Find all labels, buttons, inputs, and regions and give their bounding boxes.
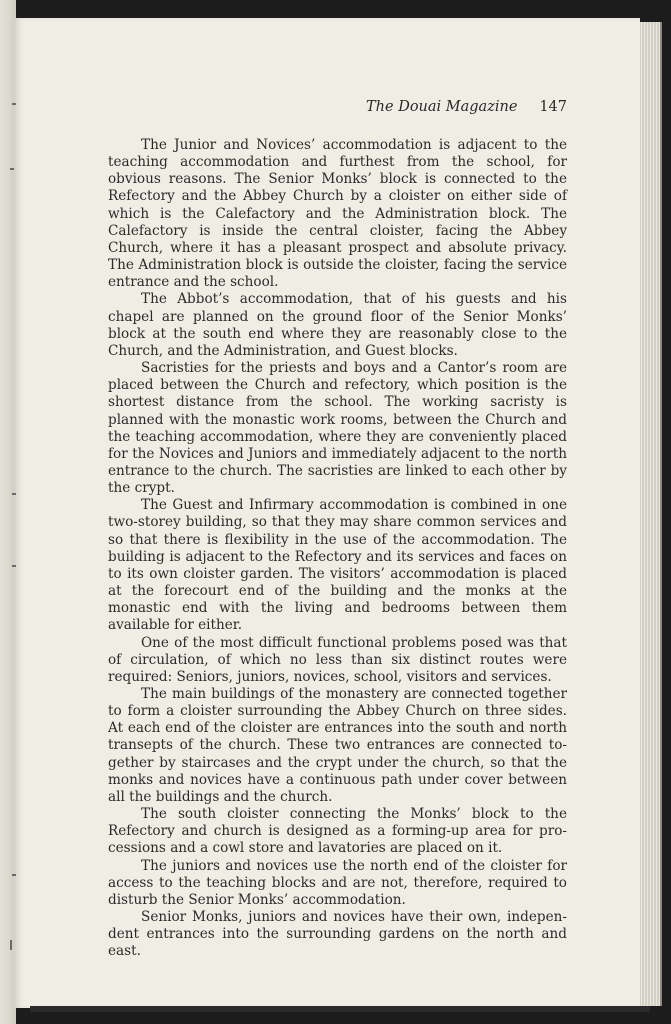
paragraph: Sacristies for the priests and boys and a Cantor’s room are placed between the Church and refectory, which position is the shortest distance from the school. The working sacristy is planned with the monastic work rooms, between the Church and the teaching accommodation, where they are conveniently placed for the Novices and Juniors and immediately adjacent to the north entrance to the church. The sacristies are linked to each other by the crypt. — [108, 360, 567, 497]
margin-mark — [12, 493, 16, 495]
paragraph: The south cloister connecting the Monks’ block to the Refectory and church is designed as a forming-up area for processions and a cowl store and lavatories are placed on it. — [108, 806, 567, 857]
paragraph: The Guest and Infirmary accommodation is combined in one two-storey building, so that they may share common services and so that there is flexibility in the use of the accommodation. The building is adjacent to the Refectory and its services and faces on to its own cloister garden. The visitors’ accommodation is placed at the forecourt end of the building and the monks at the monastic end with the living and bedrooms between them available for either. — [108, 497, 567, 634]
paragraph: Senior Monks, juniors and novices have their own, independent entrances into the surrounding gardens on the north and east. — [108, 909, 567, 960]
margin-mark — [12, 103, 16, 105]
paragraph: The juniors and novices use the north end of the cloister for access to the teaching blocks and are not, therefore, required to disturb the Senior Monks’ accommodation. — [108, 857, 567, 908]
paragraph: The Abbot’s accommodation, that of his guests and his chapel are planned on the ground floor of the Senior Monks’ block at the south end where they are reasonably close to the Church, and the Administration, and Guest blocks. — [108, 291, 567, 359]
page-number: 147 — [539, 99, 567, 115]
margin-mark — [12, 874, 16, 876]
margin-mark — [12, 565, 16, 567]
margin-mark — [10, 168, 14, 170]
body-text — [108, 137, 567, 961]
margin-mark — [10, 940, 12, 950]
running-title: The Douai Magazine — [366, 99, 518, 115]
paragraph: One of the most difficult functional problems posed was that of circulation, of which no less than six distinct routes were required: Seniors, juniors, novices, school, visitors and services. — [108, 634, 567, 685]
paragraph: The Junior and Novices’ accommodation is adjacent to the teaching accommodation and furthest from the school, for obvious reasons. The Senior Monks’ block is connected to the Refectory and the Abbey Church by a cloister on either side of which is the Calefactory and the Administration block. The Calefactory is inside the central cloister, facing the Abbey Church, where it has a pleasant prospect and absolute privacy. The Administration block is outside the cloister, facing the service entrance and the school. — [108, 137, 567, 291]
running-header — [360, 99, 570, 121]
paragraph: The main buildings of the monastery are connected together to form a cloister surrounding the Abbey Church on three sides. At each end of the cloister are entrances into the south and north transepts of the church. These two entrances are connected together by staircases and the crypt under the church, so that the monks and novices have a continuous path under cover between all the buildings and the church. — [108, 686, 567, 805]
page-bottom-shadow — [30, 1006, 650, 1012]
page-stack-edges — [638, 22, 662, 1006]
